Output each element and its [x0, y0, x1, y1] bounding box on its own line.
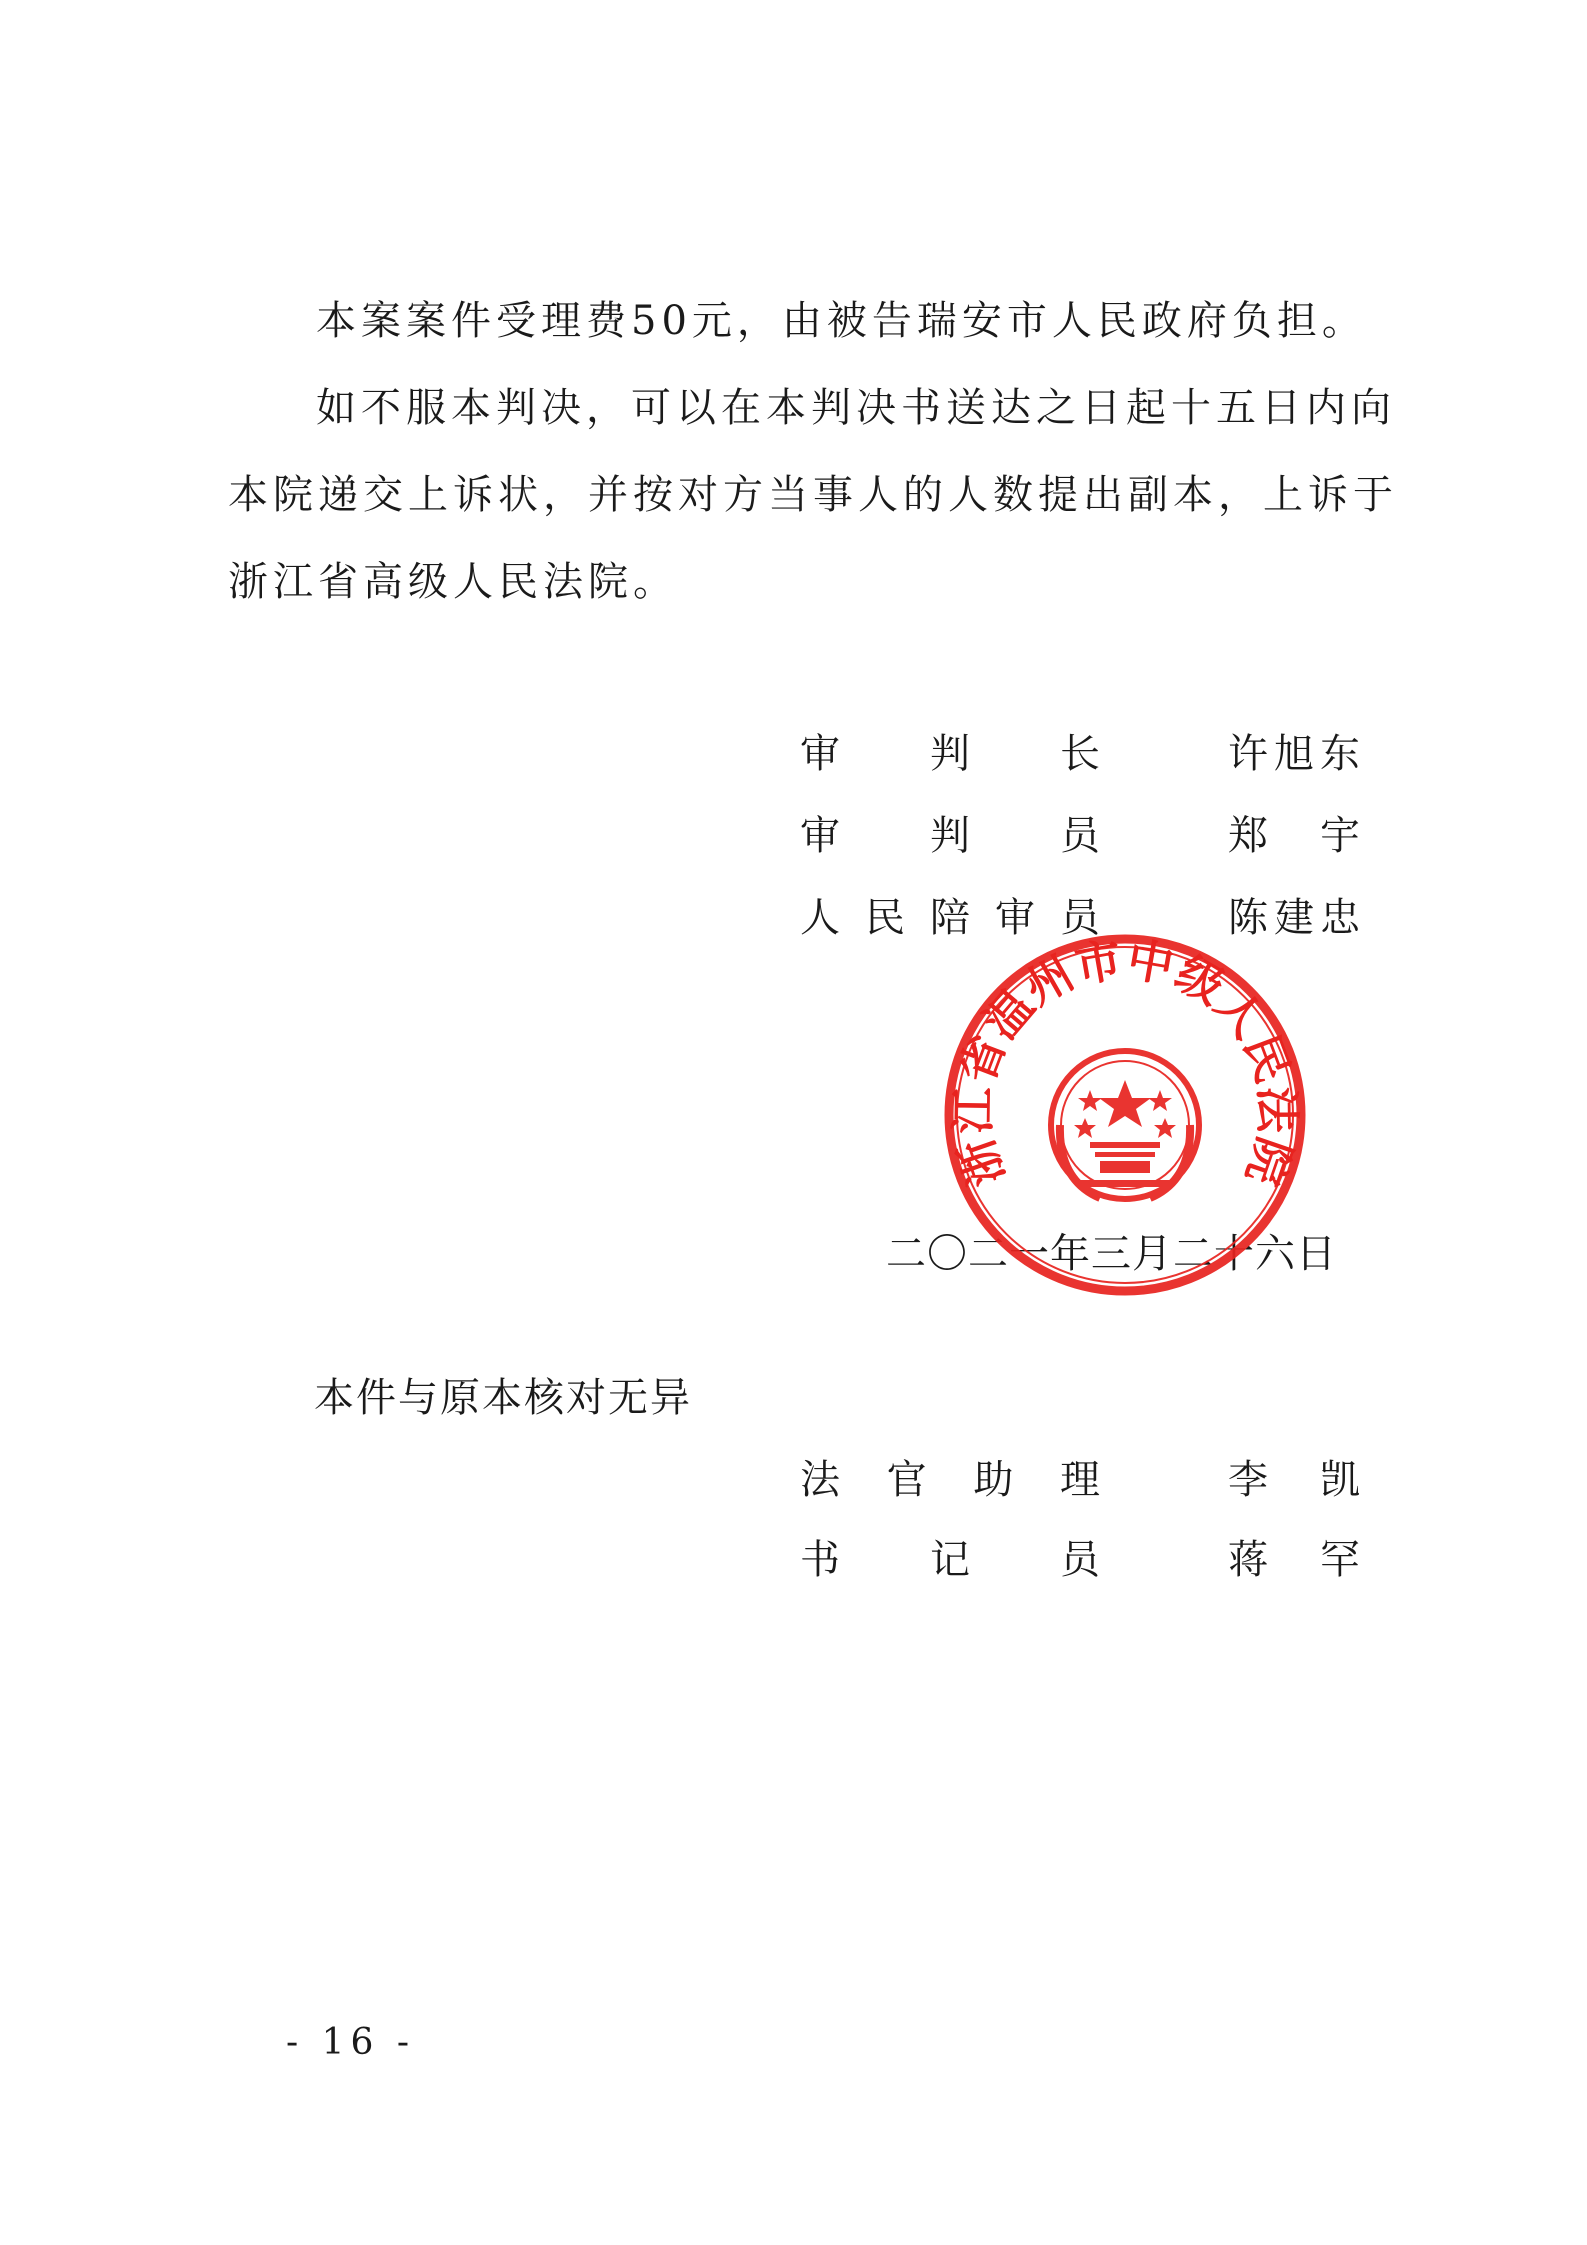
signature-name: 郑 宇	[1228, 813, 1360, 859]
signature-judge-assistant	[800, 1450, 1360, 1510]
signature-name: 李 凯	[1228, 1457, 1360, 1503]
fee-paragraph: 本案案件受理费50元，由被告瑞安市人民政府负担。	[316, 298, 1367, 344]
signature-title: 人 民 陪 审 员	[800, 895, 1100, 941]
signature-clerk	[800, 1530, 1360, 1590]
signature-name: 陈 建 忠	[1228, 895, 1360, 941]
verification-statement: 本件与原本核对无异	[314, 1375, 692, 1421]
judgment-date: 二〇二一年三月二十六日	[886, 1231, 1337, 1277]
signature-name: 蒋 罕	[1228, 1537, 1360, 1583]
signature-title: 法 官 助 理	[800, 1457, 1100, 1503]
signature-presiding-judge	[800, 724, 1360, 784]
signature-name: 许 旭 东	[1228, 731, 1360, 777]
signature-title: 审 判 长	[800, 731, 1100, 777]
signature-people-assessor	[800, 888, 1360, 948]
signature-title: 审 判 员	[800, 813, 1100, 859]
svg-text:浙江省温州市中级人民法院: 浙江省温州市中级人民法院	[945, 931, 1305, 1193]
signature-judge	[800, 806, 1360, 866]
appeal-paragraph: 如不服本判决，可以在本判决书送达之日起十五日内向本院递交上诉状，并按对方当事人的人数提出副本，上诉于浙江省高级人民法院。	[228, 385, 1398, 605]
signature-title: 书 记 员	[800, 1537, 1100, 1583]
page-number: - 16 -	[286, 2022, 416, 2063]
